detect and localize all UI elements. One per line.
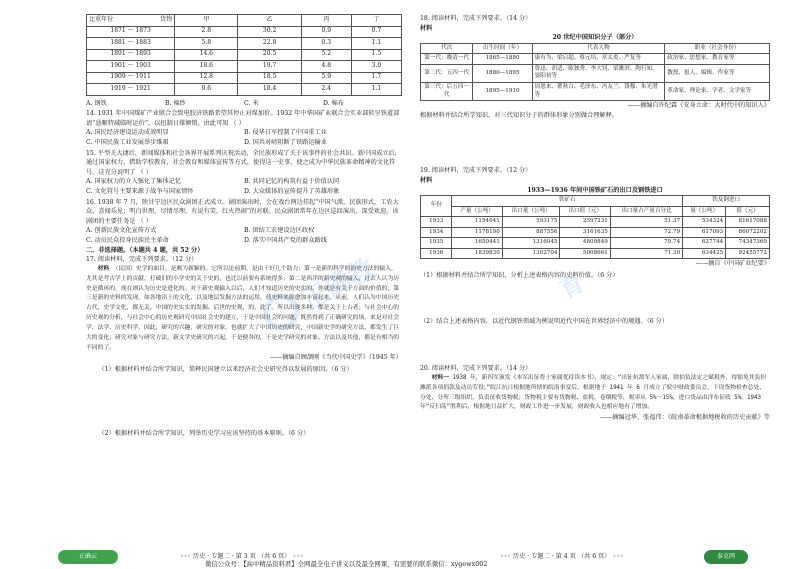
people-cell: 鲁迅、胡适、陈独秀、李大钊、梁漱溟、陶行知、晏阳初等 xyxy=(532,64,665,82)
table-row xyxy=(421,238,770,249)
table-row xyxy=(87,84,402,96)
col-header: 年份 xyxy=(421,196,452,217)
value-cell: 18.5 xyxy=(238,72,301,84)
value-cell: 74347369 xyxy=(726,238,770,249)
value-cell: 72.79 xyxy=(610,227,682,238)
option[interactable]: C. 文化符号主要来源于战争与国家情怀 xyxy=(86,187,194,195)
value-cell: 1.5 xyxy=(351,49,401,61)
gen-cell: 第二代：五四一代 xyxy=(421,64,473,82)
col-header: 出生时间（年） xyxy=(473,43,532,54)
q19-head: 19. 阅读材料，完成下列要求。（12 分） xyxy=(420,167,532,175)
col-header: 丙 xyxy=(301,15,351,27)
right-logo: 泰克网 xyxy=(704,550,748,564)
value-cell: 5.2 xyxy=(301,49,351,61)
option[interactable]: D. 大众媒体的宣传提升了英雄形象 xyxy=(244,187,340,195)
option[interactable]: B. 棉纱 xyxy=(165,99,186,107)
option[interactable]: D. 落实中国共产党的群众路线 xyxy=(244,237,327,245)
people-cell: 周恩来、瞿秋白、毛泽东、冯友兰、钱穆、朱光潜等 xyxy=(532,83,665,101)
option[interactable]: B. 共同记忆的构筑有益于价值认同 xyxy=(244,178,340,186)
material-label: 材料 xyxy=(97,265,110,272)
value-cell: 18.6 xyxy=(175,61,238,73)
option[interactable]: D. 棉布 xyxy=(323,99,345,107)
value-cell: 20.5 xyxy=(238,49,301,61)
time-cell: 1865—1880 xyxy=(473,54,532,65)
year-cell: 1909 ～ 1911 xyxy=(87,72,175,84)
material-text: （民国）史学的面目，是颇为新颖的。它所以论前期，是由于好几个助力：第一是新的科学的治史方法的输入，尤其是考古学上的贡献，打破旧的小学史的关于史的，也比以前要有系统得多；第二是西洋的新史观的输入，过去人认为历史是循环的，现在则认为历史是进化的。对于新史观输入以后，人们才知道历史的史实的。你就是有关于方面的价值的；第三是新的史料的发现，如各地出土的文化，以及地层发掘方法的运用，使史料来源愈加丰富起来。从前，人们认为中国历史古代，史学文化，都无关。中国的史实实的发掘。后世的史观，的，此了。所以出现多种，都是关于上古者；与社会中心的历史观的分析，与社会中心的历史观研究中国社会史的建立，于是中国社会的问题，既然得到了正确研究的场，来是对社会学，法学、历史科学，因此，研究的兴趣，研究的对象，也就扩大了中国历史的研究，中国新史学的研究方法，都发生了巨大的变化；研究对象与研究方法，新文学史研究的兴起，于是便各的，于是史学研究的对象、方法以及其他，都是有相当的不同的了。 xyxy=(86,265,400,351)
q13-options xyxy=(86,99,402,109)
value-cell: 71.30 xyxy=(610,248,682,259)
year-cell: 1871 ～ 1873 xyxy=(87,26,175,38)
time-cell: 1895—1910 xyxy=(473,83,532,101)
footer xyxy=(0,549,800,569)
table-row xyxy=(87,61,402,73)
table-row xyxy=(87,72,402,84)
value-cell: 3.0 xyxy=(351,61,401,73)
q19-sub1: （1）根据材料并结合所学知识，分析上述表格内容的史料价值。（6 分） xyxy=(420,272,619,280)
value-cell: 5.8 xyxy=(175,38,238,50)
question-14 xyxy=(86,109,402,147)
value-cell: 2.8 xyxy=(175,26,238,38)
people-cell: 康有为、梁启超、蔡元培、章太炎、严复等 xyxy=(532,54,665,65)
intellectuals-table xyxy=(420,43,770,101)
group-header: 铁及钢进口 xyxy=(683,196,770,207)
job-cell: 政治家、思想家、教育家等 xyxy=(665,54,770,65)
value-cell: 30.2 xyxy=(238,26,301,38)
option[interactable]: A. 国民经济建设运动成效明显 xyxy=(86,129,169,137)
year-cell: 1935 xyxy=(421,238,452,249)
table-row xyxy=(421,217,770,228)
left-logo: 正确云 xyxy=(58,550,118,564)
job-cell: 教授、报人、编辑、作家等 xyxy=(665,64,770,82)
value-cell: 2.4 xyxy=(301,84,351,96)
table-row xyxy=(87,38,402,50)
value-cell: 1839830 xyxy=(452,248,502,259)
value-cell: 9.6 xyxy=(175,84,238,96)
page-number-left: ◦◦◦ 历史 · 专题二 · 第 3 页 （共 6 页） ◦◦◦ xyxy=(180,553,304,560)
value-cell: 0.3 xyxy=(301,38,351,50)
value-cell: 1.7 xyxy=(351,72,401,84)
value-cell: 1316045 xyxy=(502,238,560,249)
q20-source: ——摘编冠华、张福伟：《皖南革命根据地税收的历史贡献》等 xyxy=(599,414,770,422)
option[interactable]: C. 中国民族工业发展举步维艰 xyxy=(86,138,169,146)
option[interactable]: C. 动员民众投身民族民主革命 xyxy=(86,237,169,245)
option[interactable]: A. 创新民族文化宣传方式 xyxy=(86,227,157,235)
material-label: 材料一 xyxy=(431,374,449,381)
question-18 xyxy=(420,14,770,120)
option[interactable]: A. 钢铁 xyxy=(86,99,107,107)
year-cell: 1933 xyxy=(421,217,452,228)
table-row xyxy=(87,26,402,38)
col-header: 量（公吨） xyxy=(683,206,726,217)
iron-ore-table xyxy=(420,195,770,259)
q19-table-title: 1933—1936 年间中国铁矿石的出口及钢铁进口 xyxy=(527,186,663,194)
value-cell: 18.4 xyxy=(238,84,301,96)
q16-stem: 16. 1938 年 7 月，陕甘宁边区民众剧团正式成立。剧团演出时，会在戏台两边挂起“中国气派，民族形式，工农大众，喜闻乐见；明白世理，尽情尽理，有说有笑，红火热闹”的对联。民众剧团常年在边区巡回演出，深受欢迎。该剧团的主要任务是 （ ） xyxy=(86,198,399,225)
table-corner xyxy=(87,15,175,27)
value-cell: 1154641 xyxy=(452,217,502,228)
table-row xyxy=(421,64,770,82)
group-header: 铁矿石 xyxy=(452,196,683,207)
table-row xyxy=(421,227,770,238)
col-header: 甲 xyxy=(175,15,238,27)
time-cell: 1880—1895 xyxy=(473,64,532,82)
year-cell: 1891 ～ 1893 xyxy=(87,49,175,61)
value-cell: 1302704 xyxy=(502,248,560,259)
col-header: 代次 xyxy=(421,43,473,54)
q14-options xyxy=(86,128,402,147)
year-cell: 1919 ～ 1921 xyxy=(87,84,175,96)
value-cell: 92455772 xyxy=(726,248,770,259)
value-cell: 4.8 xyxy=(301,61,351,73)
job-cell: 革命家、理论家、学者、文学家等 xyxy=(665,83,770,101)
value-cell: 81617088 xyxy=(726,217,770,228)
value-cell: 4809849 xyxy=(560,238,610,249)
q19-sub2: （2）结合上述表格内容，以近代钢铁领域为例说明近代中国在世界经济中的境遇。（6 分） xyxy=(420,317,669,325)
q19-source: ——摘自《中国矿业纪要》 xyxy=(695,260,770,268)
corner-top: 货物 xyxy=(160,15,173,23)
col-header: 产量（公吨） xyxy=(452,206,502,217)
material-text: 1938 年，新四军颁发《本军出征将士家属优待读本书》，规定：“出征抗敌军人家属，除拍负法定之赋税外，得豁免其负担摊派各项捐款及动员劳役。”皖江抗日根据地所辖的皖南事变后，根据地于 1941 年 6 月成立了皖中财政委员会，下设货物检查总处、分处、分所三级组织，负责征收货物税；货物税主要有货物税、盐税、卷烟税等，税率从 5%～15%，进口货品由洋布征收 5%。1943 年“反扫荡”胜利后，根据地日益扩大，财政工作进一步发展，财政收入也相应地有了增加。 xyxy=(420,374,767,411)
value-cell: 593175 xyxy=(502,217,560,228)
value-cell: 3161635 xyxy=(560,227,610,238)
value-cell: 1178190 xyxy=(452,227,502,238)
value-cell: 51.37 xyxy=(610,217,682,228)
option[interactable]: D. 国共对峙阻断了铁路运输业 xyxy=(244,138,327,146)
q20-head: 20. 阅读材料，完成下列要求。（14 分） xyxy=(420,365,532,373)
q17-sub2: （2）根据材料并结合所学知识，列举历史学习应该坚持的基本原则。（6 分） xyxy=(98,429,310,437)
value-cell: 1.1 xyxy=(351,84,401,96)
q15-options xyxy=(86,177,402,196)
col-header: 出口量占产量百分比 xyxy=(610,206,682,217)
value-cell: 1650441 xyxy=(452,238,502,249)
question-20 xyxy=(420,364,770,423)
value-cell: 0.9 xyxy=(301,26,351,38)
q17-sub1: （1）根据材料并结合所学知识，简释民国建立以来经济社会史研究得以发展的原因。（6 分） xyxy=(98,366,353,374)
q15-stem: 15. 平型关大捷后，新闻媒体和社会各界开展系列庆祝活动，全民族形成了关于该事件的社会共识。新中国成立后，通过国家权力、借助学校教育，社会教育和媒体宣传等方式，使得这一史事，使之成为中华民族革命精神的文化符号。这充分说明了 （ ） xyxy=(86,149,401,176)
col-header: 代表人物 xyxy=(532,43,665,54)
col-header: 出口值（元） xyxy=(560,206,610,217)
value-cell: 14.6 xyxy=(175,49,238,61)
value-cell: 22.8 xyxy=(238,38,301,50)
q18-question: 根据材料并结合所学知识，对三代知识分子的群体形象分别做合理解释。 xyxy=(420,111,618,119)
year-cell: 1934 xyxy=(421,227,452,238)
value-cell: 5.9 xyxy=(301,72,351,84)
value-cell: 12.8 xyxy=(175,72,238,84)
table-row xyxy=(87,49,402,61)
footer-notice: 微信公众号：【高中精品资料君】全网最全电子讲义以及最全网课，有需要的联系微信：xygewx002 xyxy=(205,560,488,568)
q20-material xyxy=(420,374,770,413)
value-cell: 5008661 xyxy=(560,248,610,259)
col-header: 出口量（公吨） xyxy=(502,206,560,217)
value-cell: 2397231 xyxy=(560,217,610,228)
value-cell: 887556 xyxy=(502,227,560,238)
col-header: 职业（社会身份） xyxy=(665,43,770,54)
value-cell: 19.7 xyxy=(238,61,301,73)
option[interactable]: C. 米 xyxy=(244,99,259,107)
question-19 xyxy=(420,166,770,326)
gen-cell: 第三代：后五四一代 xyxy=(421,83,473,101)
material-label: 材料 xyxy=(420,24,433,32)
q14-stem: 14. 1931 年中国煤矿产业联合会致电胶济铁路希望其停止对煤加价。1932 年中华国矿业联合会实业部转呈铁道部请“恳顺特减临时运价”，以扭制日煤倾销。由此可知 （ ） xyxy=(86,110,400,127)
material-label: 材料 xyxy=(420,176,433,184)
watermark-text: 正确教 xyxy=(296,253,380,317)
year-cell: 1936 xyxy=(421,248,452,259)
option[interactable]: A. 国家权力的介入强化了集体记忆 xyxy=(86,178,182,186)
question-15 xyxy=(86,149,402,197)
gen-cell: 第一代：晚清一代 xyxy=(421,54,473,65)
question-16 xyxy=(86,198,402,246)
q18-head: 18. 阅读材料，完成下列要求。（14 分） xyxy=(420,15,532,22)
q18-source: ——摘编自许纪霖《安身立命：大时代中的知识人》 xyxy=(627,102,770,110)
value-cell: 86072202 xyxy=(726,227,770,238)
corner-bottom: 比重年份 xyxy=(89,15,114,23)
page-number-right: ◦◦◦ 历史 · 专题二 · 第 4 页 （共 6 页） ◦◦◦ xyxy=(500,553,624,560)
value-cell: 79.74 xyxy=(610,238,682,249)
table-row xyxy=(421,83,770,101)
q18-table-title: 20 世纪中国知识分子（部分） xyxy=(552,34,638,42)
col-header: 值（元） xyxy=(726,206,770,217)
option[interactable]: B. 团结工农建设边区政权 xyxy=(244,227,315,235)
value-cell: 534324 xyxy=(683,217,726,228)
q17-source: ——摘编自顾颉刚《当代中国史学》（1945 年） xyxy=(269,354,402,362)
watermark-text: 育 xyxy=(554,268,590,305)
col-header: 乙 xyxy=(238,15,301,27)
year-cell: 1881 ～ 1883 xyxy=(87,38,175,50)
value-cell: 0.7 xyxy=(351,26,401,38)
year-cell: 1901 ～ 1903 xyxy=(87,61,175,73)
table-row xyxy=(421,54,770,65)
q17-head: 17. 阅读材料，完成下列要求。（12 分） xyxy=(86,256,198,264)
col-header: 丁 xyxy=(351,15,401,27)
value-cell: 1.1 xyxy=(351,38,401,50)
value-cell: 634425 xyxy=(683,248,726,259)
option[interactable]: B. 侵华日军控制了中国重工业 xyxy=(244,129,327,137)
value-cell: 617093 xyxy=(683,227,726,238)
value-cell: 627744 xyxy=(683,238,726,249)
goods-share-table xyxy=(86,14,402,96)
section-heading: 二、非选择题。（本题共 4 题，共 52 分） xyxy=(86,246,204,254)
